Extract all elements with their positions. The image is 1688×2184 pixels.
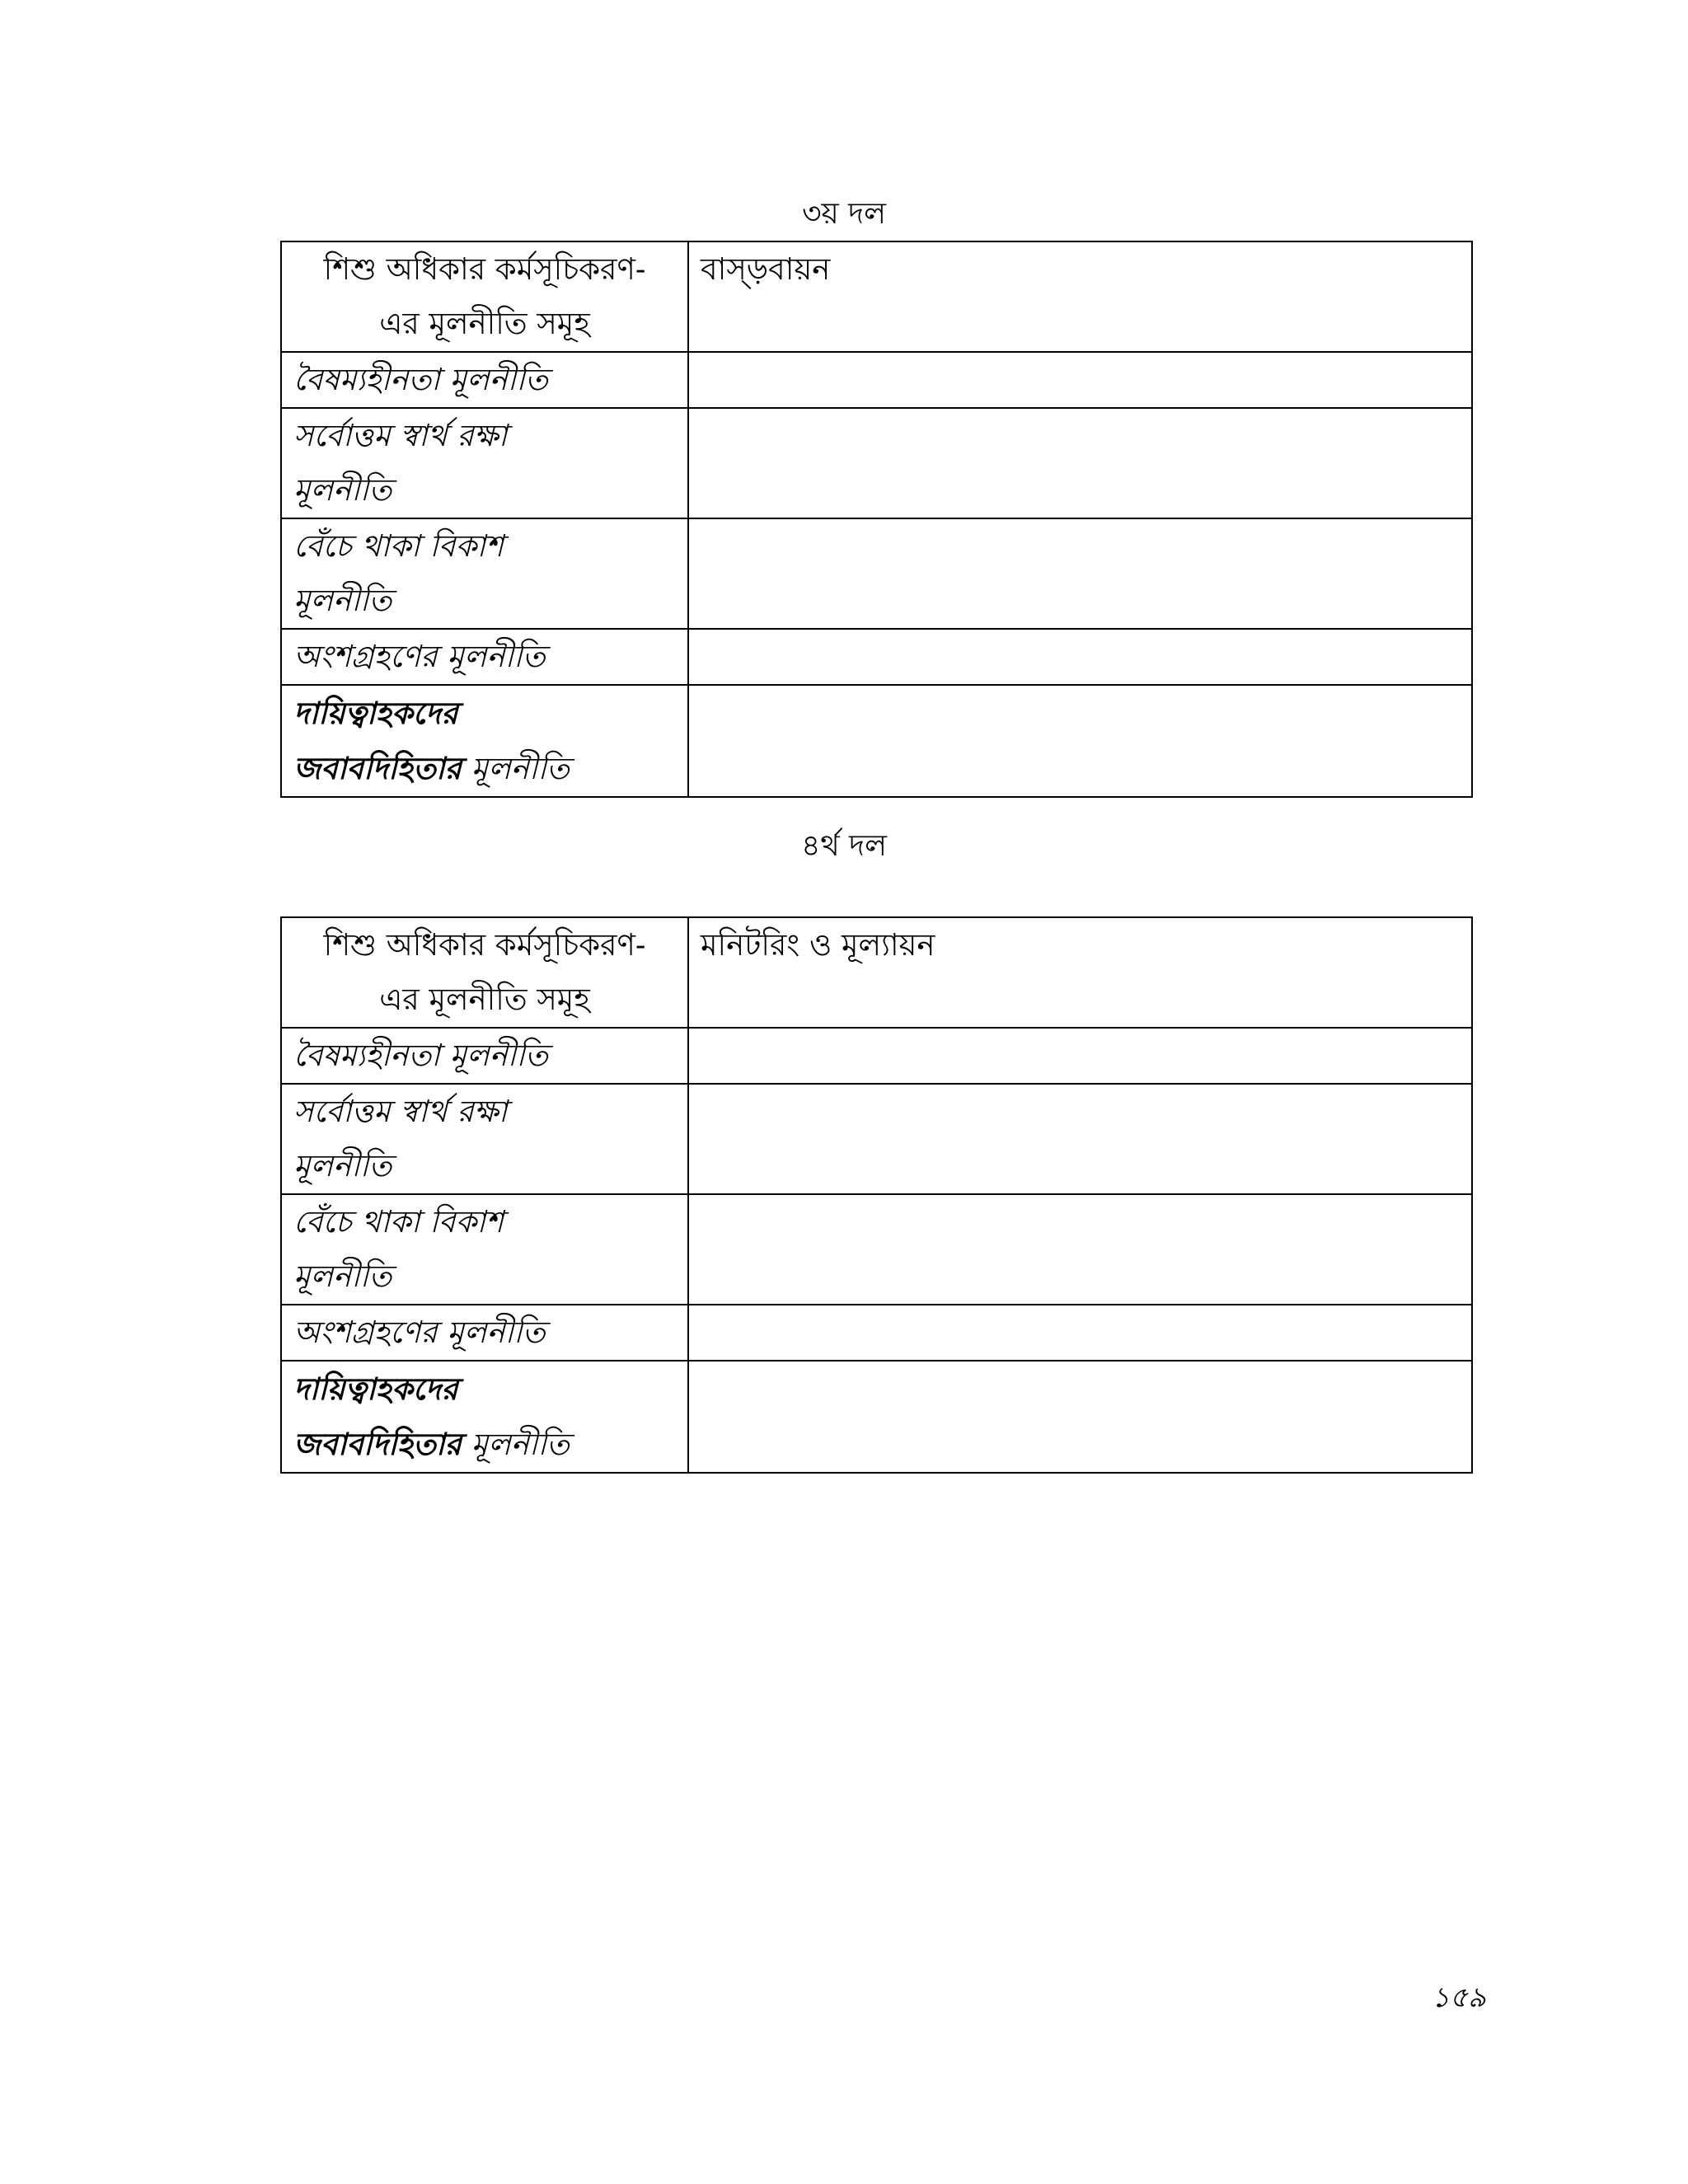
principle-label: দায়িত্বাহকদের — [293, 695, 458, 731]
header-monitoring-cell: মনিটরিং ও মূল্যায়ন — [688, 917, 1472, 1028]
principle-cell — [281, 1028, 688, 1084]
table-header-row — [281, 241, 1472, 352]
header-principles-line2: এর মূলনীতি সমূহ — [379, 982, 590, 1017]
response-cell[interactable] — [688, 1361, 1472, 1473]
response-cell[interactable] — [688, 518, 1472, 629]
response-cell[interactable] — [688, 352, 1472, 408]
principle-label: বেঁচে থাকা বিকাশ — [293, 528, 504, 564]
principle-cell — [281, 1305, 688, 1361]
table-row — [281, 1361, 1472, 1473]
table-row — [281, 685, 1472, 797]
header-principles-line2: এর মূলনীতি সমূহ — [379, 306, 590, 341]
table-row — [281, 352, 1472, 408]
principle-cell — [281, 629, 688, 685]
response-cell[interactable] — [688, 685, 1472, 797]
principle-label: দায়িত্বাহকদের — [293, 1371, 458, 1407]
response-cell[interactable] — [688, 1305, 1472, 1361]
response-cell[interactable] — [688, 1194, 1472, 1305]
response-cell[interactable] — [688, 629, 1472, 685]
principle-label-line2: মূলনীতি — [293, 1148, 392, 1183]
principle-cell — [281, 408, 688, 518]
header-principles-cell — [281, 241, 688, 352]
table-row — [281, 1028, 1472, 1084]
principle-label: বৈষম্যহীনতা মূলনীতি — [293, 1038, 548, 1073]
principle-cell — [281, 518, 688, 629]
table-row — [281, 408, 1472, 518]
table-row — [281, 1084, 1472, 1194]
page-number: ১৫৯ — [1431, 1981, 1486, 2014]
response-cell[interactable] — [688, 1028, 1472, 1084]
response-cell[interactable] — [688, 408, 1472, 518]
principle-label-line2: মূলনীতি — [293, 1258, 392, 1294]
header-principles-cell — [281, 917, 688, 1028]
group-4-title: ৪র্থ দল — [801, 829, 887, 863]
principle-label: অংশগ্রহণের মূলনীতি — [293, 1315, 546, 1350]
principle-label-line2: মূলনীতি — [293, 472, 392, 508]
principle-label-bold: জবাবদিহিতার — [293, 750, 462, 786]
principle-label-line2: মূলনীতি — [461, 1427, 570, 1462]
principle-cell — [281, 352, 688, 408]
principle-label-line2: মূলনীতি — [293, 583, 392, 618]
principle-label: বৈষম্যহীনতা মূলনীতি — [293, 362, 548, 397]
table-row — [281, 1194, 1472, 1305]
principle-label: সর্বোত্তম স্বার্থ রক্ষা — [293, 418, 508, 453]
header-principles-line1: শিশু অধিকার কর্মসূচিকরণ- — [323, 251, 646, 287]
principle-label: অংশগ্রহণের মূলনীতি — [293, 639, 546, 674]
group-3-title: ৩য় দল — [802, 197, 886, 231]
table-header-row — [281, 917, 1472, 1028]
table-row — [281, 1305, 1472, 1361]
response-cell[interactable] — [688, 1084, 1472, 1194]
principle-label: সর্বোত্তম স্বার্থ রক্ষা — [293, 1094, 508, 1129]
principle-label-line2: মূলনীতি — [461, 751, 570, 786]
principle-cell — [281, 1361, 688, 1473]
group-4-table — [280, 916, 1473, 1474]
header-implementation-cell: বাস্ড়বায়ন — [688, 241, 1472, 352]
principle-label: বেঁচে থাকা বিকাশ — [293, 1204, 504, 1240]
table-row — [281, 518, 1472, 629]
principle-cell — [281, 1194, 688, 1305]
principle-cell — [281, 1084, 688, 1194]
principle-cell — [281, 685, 688, 797]
table-row — [281, 629, 1472, 685]
group-3-table — [280, 241, 1473, 798]
header-principles-line1: শিশু অধিকার কর্মসূচিকরণ- — [323, 927, 646, 963]
principle-label-bold: জবাবদিহিতার — [293, 1426, 462, 1462]
